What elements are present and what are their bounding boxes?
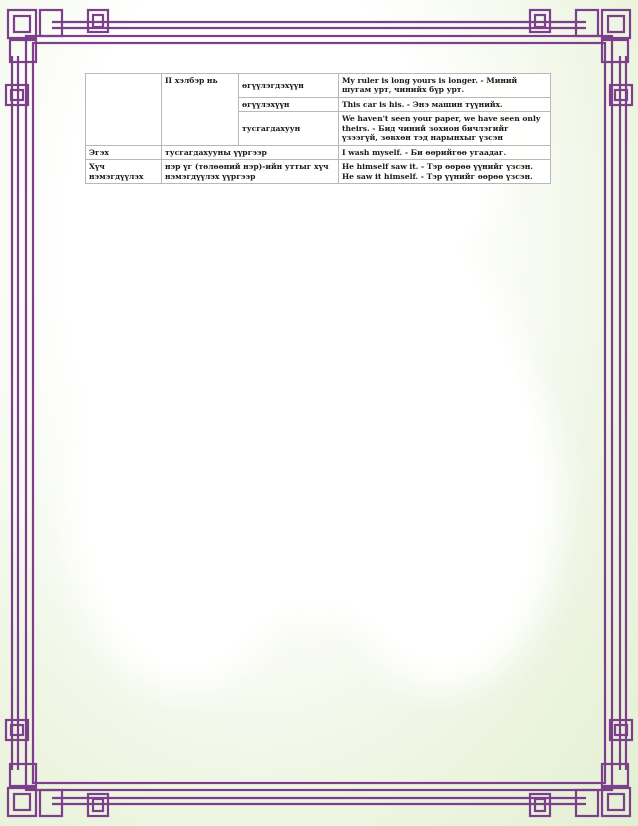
table-cell: We haven't seen your paper, we have seen only theirs. - Бид чиний зохион бичлэгийг үзээгүй, зөвхөн тэд нарынхыг үзсэн <box>339 112 551 145</box>
table-row <box>86 74 551 98</box>
table-cell: өгүүлэхүүн <box>239 97 339 111</box>
table-cell: нэр үг (төлөөний нэр)-ийн уттыг хүч нэмэгдүүлэх үүргээр <box>162 160 339 184</box>
table-cell: өгүүлэгдэхүүн <box>239 74 339 98</box>
grammar-table <box>85 73 551 184</box>
table-cell: My ruler is long yours is longer. - Миний шугам урт, чинийх бүр урт. <box>339 74 551 98</box>
table-cell: Эгэх <box>86 145 162 159</box>
table-cell: тусгагдахууны үүргээр <box>162 145 339 159</box>
table-cell: This car is his. - Энэ машин түүнийх. <box>339 97 551 111</box>
table-row <box>86 145 551 159</box>
table-cell: He himself saw it. - Тэр өөрөө үүнийг үзсэн. He saw it himself. - Тэр үүнийг өөрөө үзсэн. <box>339 160 551 184</box>
table-cell: II хэлбэр нь <box>162 74 239 146</box>
table-cell: I wash myself. - Би өөрийгөө угаадаг. <box>339 145 551 159</box>
table-cell <box>86 74 162 146</box>
table-cell: тусгагдахуун <box>239 112 339 145</box>
table-cell: Хүч нэмэгдүүлэх <box>86 160 162 184</box>
table-row <box>86 160 551 184</box>
